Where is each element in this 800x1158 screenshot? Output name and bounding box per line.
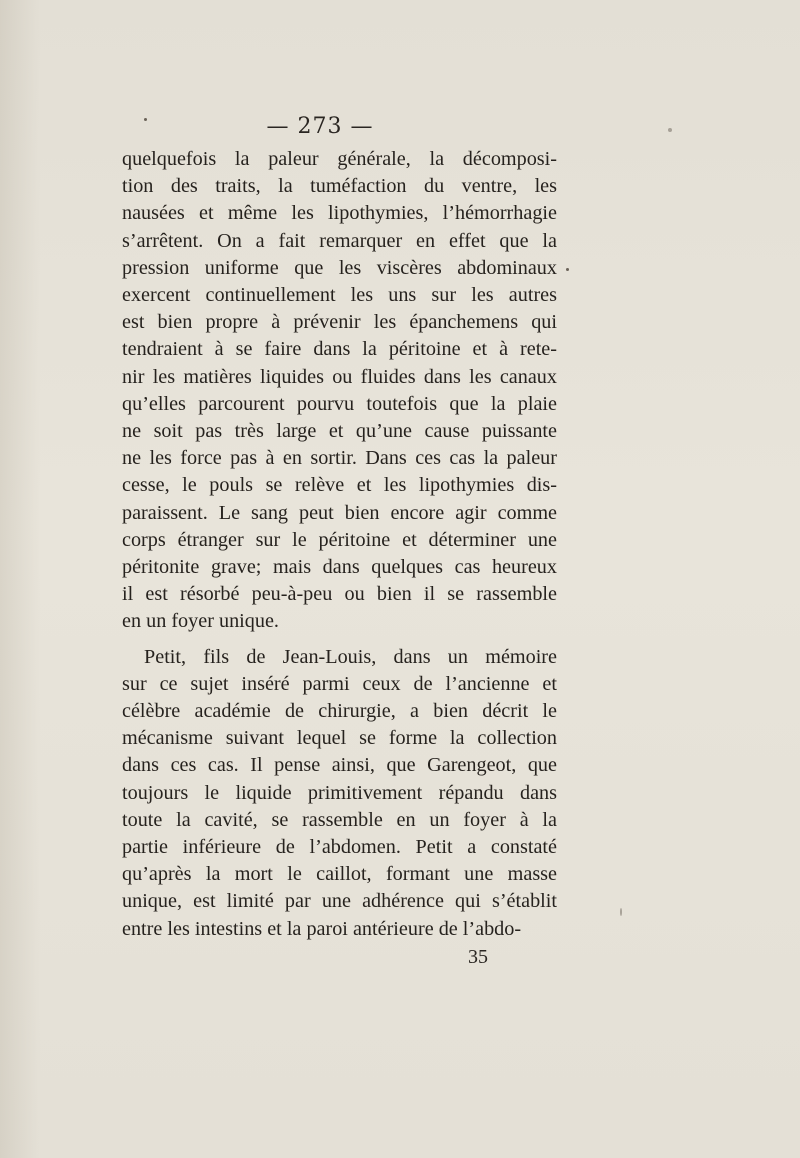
text-line: corps étranger sur le péritoine et déterminer une [122,528,557,551]
text-line: dans ces cas. Il pense ainsi, que Garengeot, que [122,754,557,777]
text-line: nir les matières liquides ou fluides dans les canaux [122,365,557,388]
text-line: cesse, le pouls se relève et les lipothymies dis- [122,474,557,497]
text-line: toujours le liquide primitivement répandu dans [122,781,557,804]
text-line: Petit, fils de Jean-Louis, dans un mémoire [144,645,557,668]
text-line: tion des traits, la tuméfaction du ventre, les [122,175,557,198]
text-line: unique, est limité par une adhérence qui s’établit [122,890,557,913]
text-line: il est résorbé peu-à-peu ou bien il se rassemble [122,583,557,606]
text-line: toute la cavité, se rassemble en un foyer à la [122,808,557,831]
paper-speck [620,908,622,916]
paper-speck [144,118,147,121]
text-line: en un foyer unique. [122,610,279,633]
text-line: péritonite grave; mais dans quelques cas heureux [122,556,557,579]
text-line: célèbre académie de chirurgie, a bien décrit le [122,700,557,723]
paragraph [122,644,557,943]
signature-mark: 35 [468,946,488,968]
body-text [122,146,557,943]
text-line: qu’elles parcourent pourvu toutefois que la plaie [122,392,557,415]
text-line: est bien propre à prévenir les épanchemens qui [122,311,557,334]
text-line: sur ce sujet inséré parmi ceux de l’ancienne et [122,672,557,695]
paper-speck [566,268,569,271]
text-line: paraissent. Le sang peut bien encore agir comme [122,501,557,524]
text-line: partie inférieure de l’abdomen. Petit a constaté [122,836,557,859]
text-line: pression uniforme que les viscères abdominaux [122,256,557,279]
paper-speck [668,128,672,132]
page-number: — 273 — [266,114,374,139]
text-line: s’arrêtent. On a fait remarquer en effet que la [122,229,557,252]
text-line: mécanisme suivant lequel se forme la collection [122,727,557,750]
text-line: ne soit pas très large et qu’une cause puissante [122,420,557,443]
text-line: nausées et même les lipothymies, l’hémorrhagie [122,202,557,225]
text-line: qu’après la mort le caillot, formant une masse [122,863,557,886]
text-line: ne les force pas à en sortir. Dans ces cas la paleur [122,447,557,470]
text-line: quelquefois la paleur générale, la décomposi- [122,148,557,170]
paragraph [122,146,557,636]
text-line: exercent continuellement les uns sur les autres [122,284,557,307]
text-line: tendraient à se faire dans la péritoine et à rete- [122,338,557,361]
text-line: entre les intestins et la paroi antérieure de l’abdo- [122,917,522,940]
